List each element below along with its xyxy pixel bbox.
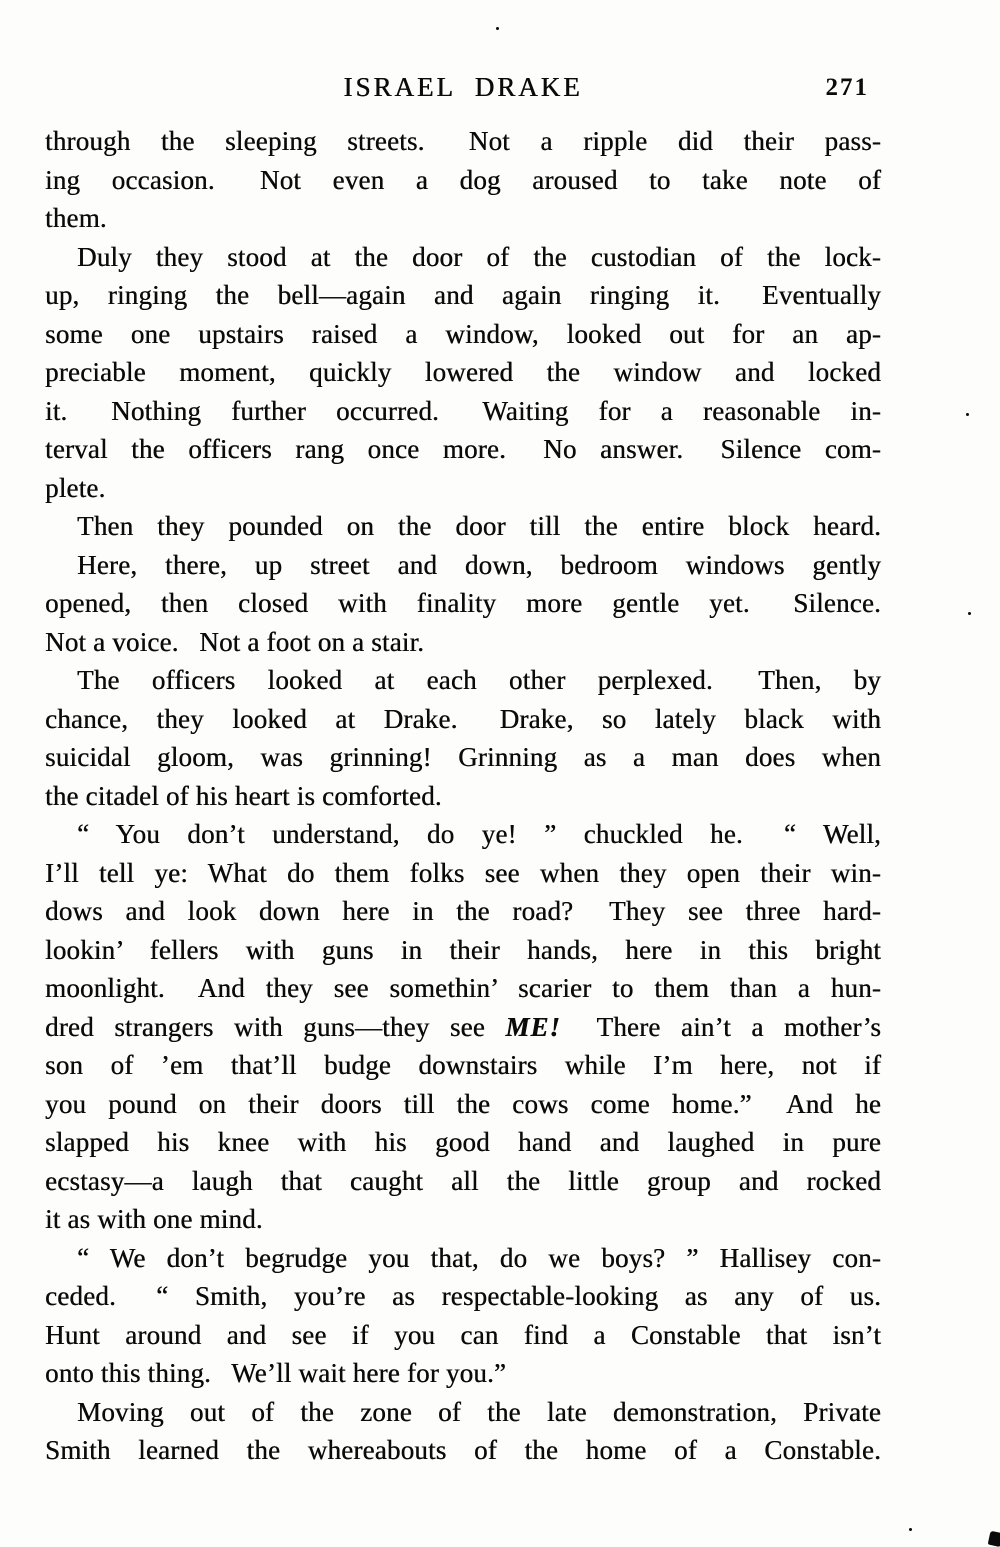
text-line: [45, 969, 881, 1008]
text-line: [45, 199, 881, 238]
text-line: [45, 469, 881, 508]
text-segment: plete.: [45, 472, 106, 503]
text-segment: Not a voice. Not a foot on a stair.: [45, 626, 425, 657]
running-head-title: ISRAEL DRAKE: [343, 72, 583, 102]
text-segment: onto this thing. We’ll wait here for you.”: [45, 1358, 507, 1388]
text-line: [45, 1316, 881, 1355]
text-segment: them.: [45, 203, 107, 233]
text-line: [45, 353, 881, 392]
text-line: [45, 1200, 881, 1239]
text-line: [45, 430, 881, 469]
text-line: [45, 1123, 881, 1162]
text-line: [45, 546, 881, 585]
text-segment: Moving out of the zone of the late demonstration, Private: [77, 1396, 881, 1427]
text-segment: terval the officers rang once more. No answer. Silence com-: [45, 434, 881, 464]
text-line: [45, 1239, 881, 1278]
text-line: [45, 1046, 881, 1085]
text-line: [45, 777, 881, 816]
text-segment: “ You don’t understand, do ye! ” chuckled he. “ Well,: [77, 819, 881, 849]
text-line: [45, 584, 881, 623]
text-segment: suicidal gloom, was grinning! Grinning as a man does when: [45, 742, 881, 772]
text-segment: The officers looked at each other perplexed. Then, by: [77, 665, 881, 695]
page-number: 271: [825, 74, 869, 101]
text-line: [45, 931, 881, 970]
text-segment: opened, then closed with finality more gentle yet. Silence.: [45, 588, 881, 618]
scan-corner-artifact: [988, 1531, 1000, 1547]
text-segment: Smith learned the whereabouts of the home of a Constable.: [45, 1435, 881, 1465]
text-segment: Hunt around and see if you can find a Constable that isn’t: [45, 1319, 881, 1350]
text-line: [45, 1393, 881, 1432]
text-segment: ing occasion. Not even a dog aroused to take note of: [45, 164, 881, 195]
text-segment: through the sleeping streets. Not a ripple did their pass-: [45, 126, 881, 156]
text-line: [45, 815, 881, 854]
text-line: [45, 623, 881, 662]
text-segment: Duly they stood at the door of the custodian of the lock-: [77, 241, 881, 272]
scan-speck: [968, 612, 971, 615]
text-line: [45, 738, 881, 777]
text-line: [45, 1008, 881, 1047]
text-line: [45, 700, 881, 739]
text-segment: ceded. “ Smith, you’re as respectable-looking as any of us.: [45, 1281, 881, 1311]
text-line: [45, 1162, 881, 1201]
text-segment: some one upstairs raised a window, looked out for an ap-: [45, 318, 881, 349]
text-segment: “ We don’t begrudge you that, do we boys? ” Hallisey con-: [77, 1242, 881, 1273]
text-segment: moonlight. And they see somethin’ scarier to them than a hun-: [45, 973, 881, 1003]
text-line: [45, 122, 881, 161]
text-line: [45, 507, 881, 546]
text-segment: There ain’t a mother’s: [562, 1011, 881, 1042]
page-body: [45, 122, 881, 1470]
text-segment: Here, there, up street and down, bedroom windows gently: [77, 549, 881, 580]
text-line: [45, 661, 881, 700]
text-segment: it. Nothing further occurred. Waiting for a reasonable in-: [45, 395, 881, 426]
text-segment: chance, they looked at Drake. Drake, so lately black with: [45, 703, 881, 734]
scan-speck: [966, 413, 969, 416]
text-segment: son of ’em that’ll budge downstairs while I’m here, not if: [45, 1050, 881, 1080]
text-segment: I’ll tell ye: What do them folks see when they open their win-: [45, 857, 881, 888]
text-line: [45, 392, 881, 431]
text-line: [45, 1085, 881, 1124]
text-segment: you pound on their doors till the cows come home.” And he: [45, 1088, 881, 1119]
text-segment: dred strangers with guns—they see: [45, 1011, 506, 1042]
scan-speck: [496, 27, 499, 30]
text-line: [45, 892, 881, 931]
scan-speck: [909, 1528, 912, 1531]
text-line: [45, 276, 881, 315]
text-line: [45, 161, 881, 200]
text-line: [45, 315, 881, 354]
text-segment: it as with one mind.: [45, 1204, 263, 1234]
text-line: [45, 1431, 881, 1470]
page-header: [45, 70, 881, 104]
emphasized-text: ME!: [505, 1011, 561, 1042]
text-line: [45, 238, 881, 277]
text-segment: Then they pounded on the door till the entire block heard.: [77, 511, 881, 541]
text-segment: dows and look down here in the road? They see three hard-: [45, 896, 881, 926]
text-segment: the citadel of his heart is comforted.: [45, 780, 442, 811]
text-line: [45, 1277, 881, 1316]
text-segment: preciable moment, quickly lowered the window and locked: [45, 357, 881, 387]
text-line: [45, 1354, 881, 1393]
text-line: [45, 854, 881, 893]
text-segment: up, ringing the bell—again and again ringing it. Eventually: [45, 280, 881, 310]
text-segment: slapped his knee with his good hand and laughed in pure: [45, 1127, 881, 1157]
text-segment: lookin’ fellers with guns in their hands, here in this bright: [45, 934, 881, 965]
text-segment: ecstasy—a laugh that caught all the little group and rocked: [45, 1165, 881, 1196]
